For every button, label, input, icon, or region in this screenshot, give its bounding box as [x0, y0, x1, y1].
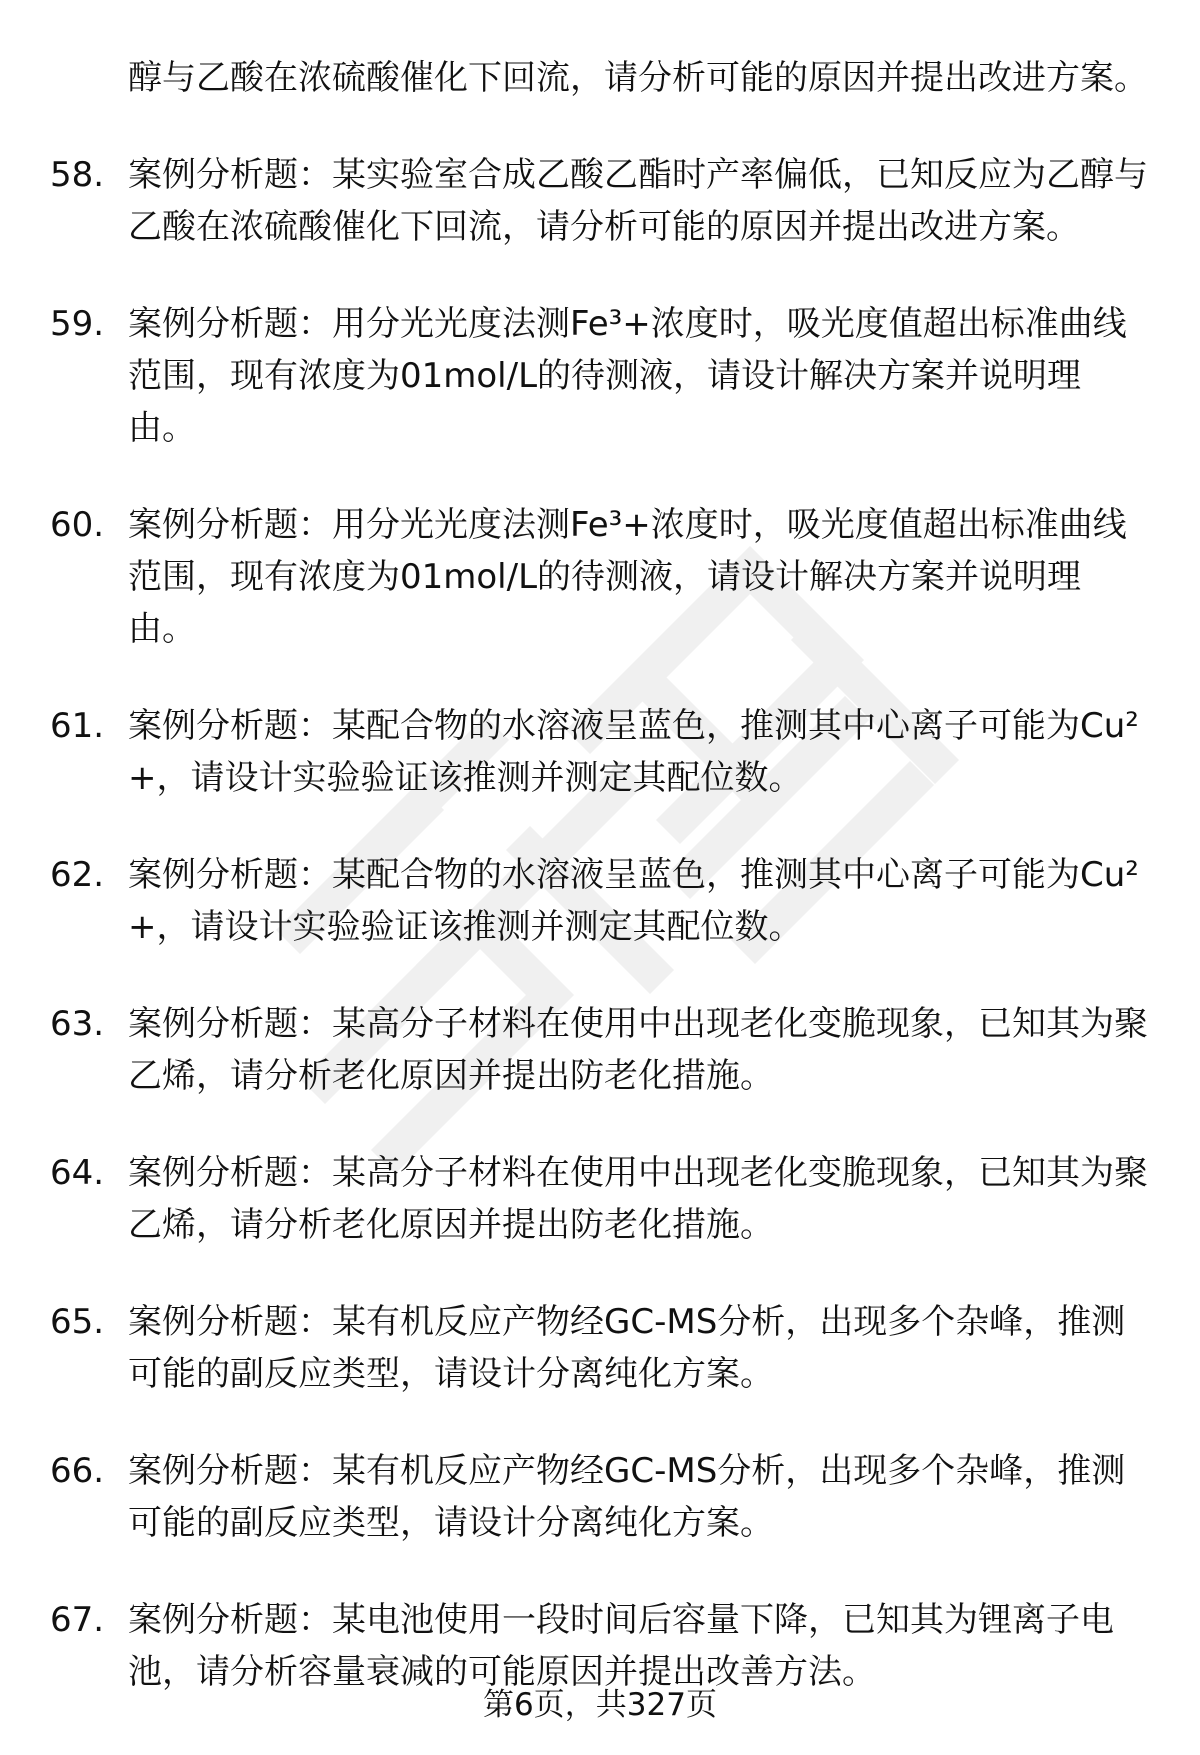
question-text: 案例分析题：某高分子材料在使用中出现老化变脆现象，已知其为聚乙烯，请分析老化原因并提出防老化措施。: [128, 1004, 1148, 1096]
question-item-61: [50, 700, 1160, 804]
question-item-64: [50, 1147, 1160, 1251]
question-item-66: [50, 1445, 1160, 1549]
question-item-62: [50, 849, 1160, 953]
question-item-58: [50, 149, 1160, 253]
question-number: 61.: [50, 706, 105, 746]
continued-question-text: 醇与乙酸在浓硫酸催化下回流，请分析可能的原因并提出改进方案。: [128, 58, 1148, 98]
question-number: 58.: [50, 155, 105, 195]
question-number: 66.: [50, 1451, 105, 1491]
question-text: 案例分析题：用分光光度法测Fe³+浓度时，吸光度值超出标准曲线范围，现有浓度为01mol/L的待测液，请设计解决方案并说明理由。: [128, 304, 1127, 448]
question-number: 59.: [50, 304, 105, 344]
question-text: 案例分析题：某电池使用一段时间后容量下降，已知其为锂离子电池，请分析容量衰减的可能原因并提出改善方法。: [128, 1600, 1114, 1692]
question-text: 案例分析题：某高分子材料在使用中出现老化变脆现象，已知其为聚乙烯，请分析老化原因并提出防老化措施。: [128, 1153, 1148, 1245]
question-item-65: [50, 1296, 1160, 1400]
question-number: 62.: [50, 855, 105, 895]
question-text: 案例分析题：某有机反应产物经GC-MS分析，出现多个杂峰，推测可能的副反应类型，请设计分离纯化方案。: [128, 1302, 1126, 1394]
question-number: 65.: [50, 1302, 105, 1342]
question-item-60: [50, 499, 1160, 655]
question-item-63: [50, 998, 1160, 1102]
question-number: 60.: [50, 505, 105, 545]
question-item-59: [50, 298, 1160, 454]
question-number: 63.: [50, 1004, 105, 1044]
question-text: 案例分析题：某实验室合成乙酸乙酯时产率偏低，已知反应为乙醇与乙酸在浓硫酸催化下回流，请分析可能的原因并提出改进方案。: [128, 155, 1148, 247]
question-text: 案例分析题：用分光光度法测Fe³+浓度时，吸光度值超出标准曲线范围，现有浓度为01mol/L的待测液，请设计解决方案并说明理由。: [128, 505, 1127, 649]
question-list: [50, 52, 1160, 1743]
question-text: 案例分析题：某配合物的水溶液呈蓝色，推测其中心离子可能为Cu²+，请设计实验验证该推测并测定其配位数。: [128, 855, 1139, 947]
page-footer: 第6页，共327页: [483, 1687, 717, 1723]
question-number: 64.: [50, 1153, 105, 1193]
question-number: 67.: [50, 1600, 105, 1640]
question-text: 案例分析题：某有机反应产物经GC-MS分析，出现多个杂峰，推测可能的副反应类型，请设计分离纯化方案。: [128, 1451, 1126, 1543]
question-text: 案例分析题：某配合物的水溶液呈蓝色，推测其中心离子可能为Cu²+，请设计实验验证该推测并测定其配位数。: [128, 706, 1139, 798]
question-item-67: [50, 1594, 1160, 1698]
